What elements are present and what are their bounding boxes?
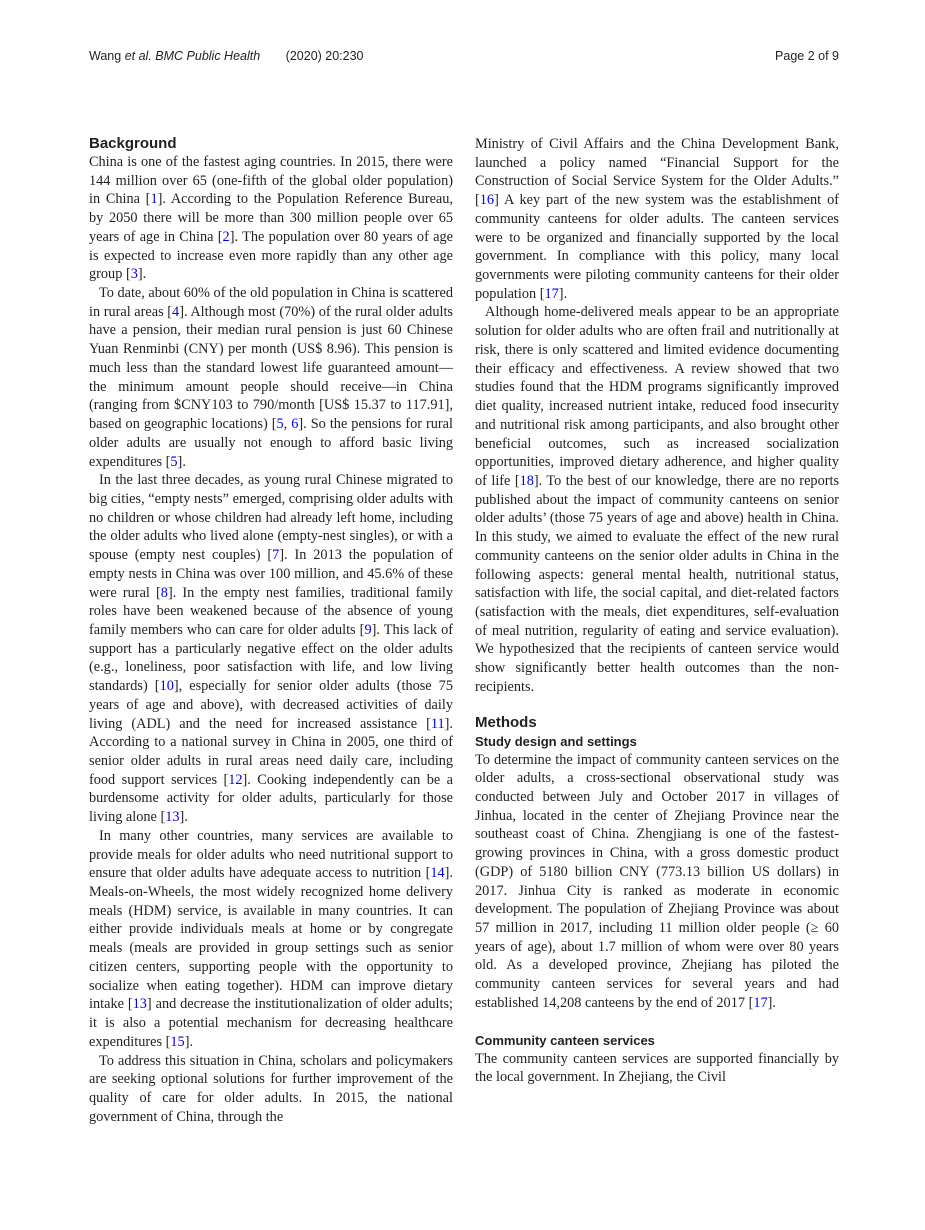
citation-link[interactable]: 17: [544, 285, 559, 302]
paragraph: The community canteen services are supported financially by the local government. In Zhejiang, the Civil: [475, 1050, 839, 1086]
background-heading: Background: [89, 135, 177, 152]
paragraph: To date, about 60% of the old population in China is scattered in rural areas [4]. Although most (70%) of the rural older adults have a pension, their median rural pension is just 60 Chinese Yuan Renminbi (CNY) per month (US$ 8.96). This pension is much less than the standard lowest life guaranteed amount—the minimum amount people should receive—in China (ranging from $CNY103 to 790/month [US$ 15.37 to 117.91], based on geographic locations) [5, 6]. So the pensions for rural older adults are usually not enough to afford basic living expenditures [5].: [89, 285, 453, 470]
paragraph: To determine the impact of community canteen services on the older adults, a cross-sectional observational study was conducted between July and October 2017 in villages of Jinhua, located in the center of Zhejiang Province near the southeast coast of China. Zhengjiang is one of the fastest-growing provinces in China, with a gross domestic product (GDP) of 5180 billion CNY (773.13 billion US dollars) in 2017. Jinhua City is ranked as moderate in economic development. The population of Zhejiang Province was about 57 million in 2017, including 11 million older people (≥ 60 years of age), about 1.7 million of whom were over 80 years old. As a developed province, Zhejiang has piloted the community canteen services for several years and had established 14,208 canteens by the end of 2017 [17].: [475, 751, 839, 1011]
citation-link[interactable]: 7: [272, 547, 280, 564]
citation-link[interactable]: 1: [150, 191, 158, 208]
header-citation: (2020) 20:230: [285, 49, 364, 63]
citation-link[interactable]: 5: [170, 453, 178, 470]
header-journal: BMC Public Health: [155, 49, 261, 63]
header-authors: Wang: [89, 49, 122, 63]
citation-link[interactable]: 13: [165, 809, 180, 826]
citation-link[interactable]: 8: [160, 584, 168, 601]
citation-link[interactable]: 6: [291, 416, 299, 433]
citation-link[interactable]: 15: [170, 1033, 185, 1050]
citation-link[interactable]: 18: [519, 472, 534, 489]
citation-link[interactable]: 16: [479, 192, 495, 209]
paragraph: To address this situation in China, scholars and policymakers are seeking optional solutions for further improvement of the quality of care for older adults. In 2015, the national government of China, through the: [89, 1052, 453, 1125]
paragraph: Ministry of Civil Affairs and the China Development Bank, launched a policy named “Financial Support for the Construction of Social Service System for the Older Adults.” [16] A key part of the new system was the establishment of community canteens for older adults. The canteen services were to be organized and financially supported by the local government. In compliance with this policy, many local governments were piloting community canteens for their older population [17].: [475, 136, 839, 302]
citation-link[interactable]: 4: [172, 303, 180, 320]
paragraph: Although home-delivered meals appear to be an appropriate solution for older adults who are often frail and nutritionally at risk, there is only scattered and limited evidence documenting their efficacy and effectiveness. A review showed that two studies found that the HDM programs significantly improved diet quality, increased nutrient intake, reduced food insecurity and nutritional risk among participants, and also brought other beneficial outcomes, such as increased socialization opportunities, improved dietary adherence, and higher quality of life [18]. To the best of our knowledge, there are no reports published about the impact of community canteens on senior older adults’ (those 75 years of age and above) health in China. In this study, we aimed to evaluate the effect of the new rural community canteens on the senior older adults in China in the following aspects: general mental health, nutritional status, satisfaction with life, the social capital, and diet-related factors (satisfaction with the meals, diet expenditures, self-evaluation of meal nutrition, regularity of eating and service evaluation). We hypothesized that the recipients of canteen service would show significantly better health outcomes than the non-recipients.: [475, 304, 840, 695]
paragraph: China is one of the fastest aging countries. In 2015, there were 144 million over 65 (one-fifth of the global older population) in China [1]. According to the Population Reference Bureau, by 2050 there will be more than 300 million people over 65 years of age in China [2]. The population over 80 years of age is expected to increase even more rapidly than any other age group [3].: [89, 154, 453, 283]
running-header: [89, 49, 364, 63]
paragraph: In many other countries, many services are available to provide meals for older adults who need nutritional support to ensure that older adults have adequate access to nutrition [14]. Meals-on-Wheels, the most widely recognized home delivery meals (HDM) service, is available in many countries. It can either provide individuals meals at home or by congregate meals (meals are provided in group settings such as senior citizen centers, supporting people with the opportunity to socialize when eating together). HDM can improve dietary intake [13] and decrease the institutionalization of older adults; it is also a potential mechanism for decreasing healthcare expenditures [15].: [89, 827, 454, 1050]
left-column: [89, 134, 453, 1126]
citation-link[interactable]: 9: [364, 621, 372, 638]
citation-link[interactable]: 5: [276, 416, 284, 433]
citation-link[interactable]: 13: [132, 996, 147, 1013]
citation-link[interactable]: 10: [159, 678, 174, 695]
citation-link[interactable]: 3: [130, 266, 138, 283]
citation-link[interactable]: 17: [753, 994, 768, 1011]
right-column: [475, 135, 839, 1087]
header-etal: et al.: [124, 49, 152, 63]
methods-heading: Methods: [475, 713, 537, 731]
paragraph: In the last three decades, as young rural Chinese migrated to big cities, “empty nests” emerged, comprising older adults with no children or whose children had already left home, including the older adults who lived alone (empty-nest singles), or with a spouse (empty nest couples) [7]. In 2013 the population of empty nests in China was over 100 million, and 45.6% of these were rural [8]. In the empty nest families, traditional family roles have been weakened because of the absence of young family members who can care for older adults [9]. This lack of support has a particularly negative effect on the older adults (e.g., loneliness, poor satisfaction with life, and low living standards) [10], especially for senior older adults (those 75 years of age and above), with decreased activities of daily living (ADL) and the need for increased assistance [11]. According to a national survey in China in 2005, one third of senior older adults in rural areas need daily care, including food support services [12]. Cooking independently can be a burdensome activity for older adults, particularly for those living alone [13].: [89, 472, 453, 826]
citation-link[interactable]: 12: [228, 771, 243, 788]
citation-link[interactable]: 11: [430, 715, 445, 732]
study-design-heading: Study design and settings: [475, 733, 637, 749]
community-canteen-heading: Community canteen services: [475, 1032, 655, 1048]
page-number: Page 2 of 9: [775, 49, 839, 63]
citation-link[interactable]: 2: [222, 228, 230, 245]
citation-link[interactable]: 14: [430, 865, 445, 882]
